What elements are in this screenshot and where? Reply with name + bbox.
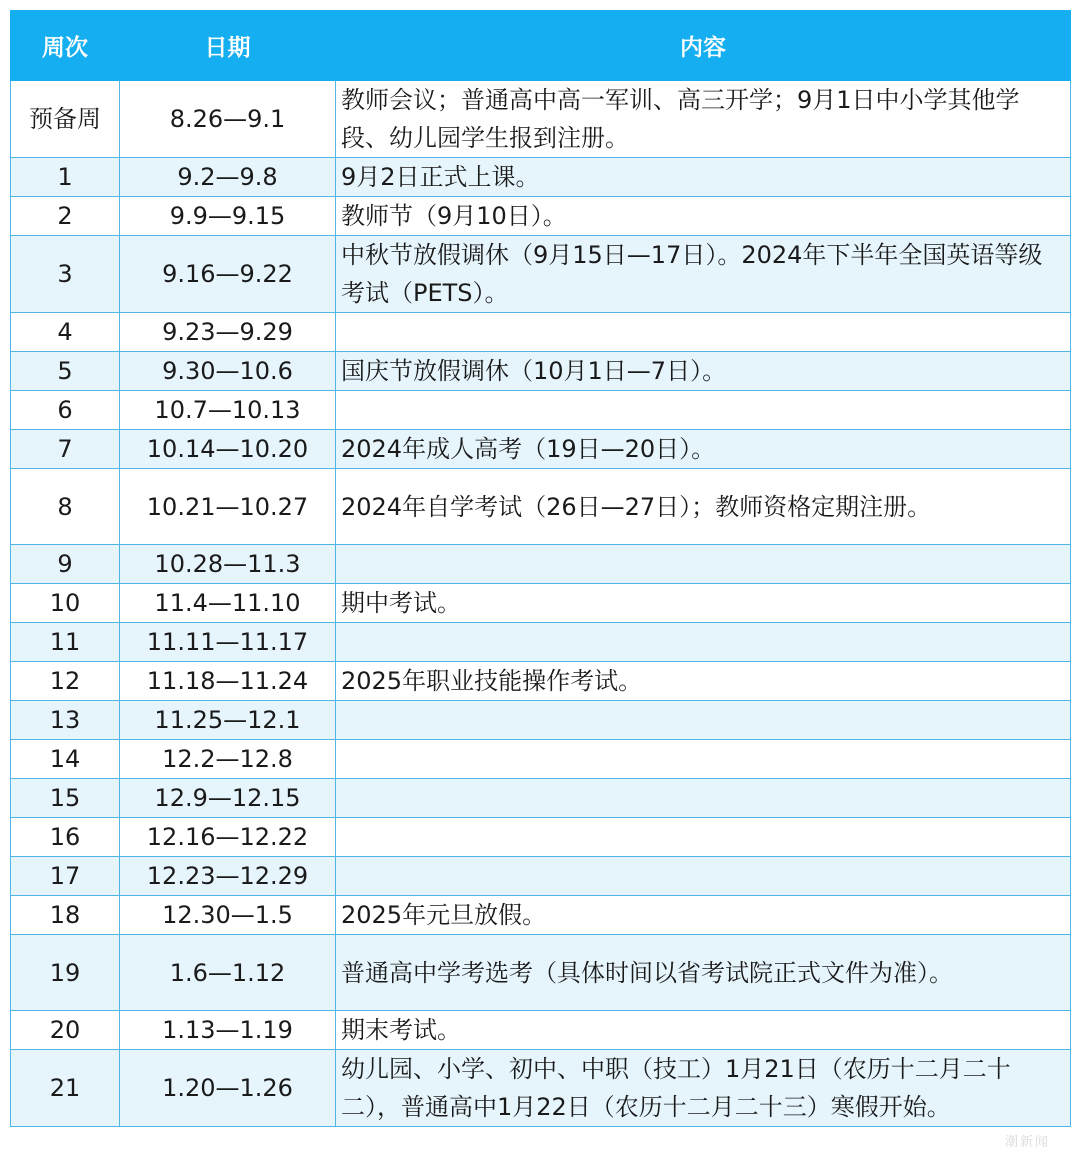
content-cell: 期末考试。 — [336, 1011, 1071, 1050]
school-calendar-table — [10, 10, 1071, 1127]
date-cell: 1.20—1.26 — [120, 1050, 336, 1127]
week-cell: 5 — [11, 352, 120, 391]
date-cell: 12.2—12.8 — [120, 740, 336, 779]
table-row — [11, 935, 1071, 1011]
week-cell: 14 — [11, 740, 120, 779]
header-date: 日期 — [120, 11, 336, 81]
date-cell: 9.30—10.6 — [120, 352, 336, 391]
content-cell — [336, 818, 1071, 857]
date-cell: 9.9—9.15 — [120, 197, 336, 236]
table-header — [11, 11, 1071, 81]
table-row — [11, 197, 1071, 236]
table-row — [11, 779, 1071, 818]
date-cell: 10.28—11.3 — [120, 545, 336, 584]
content-cell: 普通高中学考选考（具体时间以省考试院正式文件为准）。 — [336, 935, 1071, 1011]
table-row — [11, 584, 1071, 623]
header-week: 周次 — [11, 11, 120, 81]
content-cell: 幼儿园、小学、初中、中职（技工）1月21日（农历十二月二十二），普通高中1月22日（农历十二月二十三）寒假开始。 — [336, 1050, 1071, 1127]
content-cell: 2024年成人高考（19日—20日）。 — [336, 430, 1071, 469]
week-cell: 16 — [11, 818, 120, 857]
content-cell — [336, 391, 1071, 430]
week-cell: 9 — [11, 545, 120, 584]
date-cell: 12.23—12.29 — [120, 857, 336, 896]
table-row — [11, 158, 1071, 197]
content-cell: 教师节（9月10日）。 — [336, 197, 1071, 236]
content-cell: 期中考试。 — [336, 584, 1071, 623]
table-row — [11, 391, 1071, 430]
week-cell: 1 — [11, 158, 120, 197]
content-cell — [336, 701, 1071, 740]
table-row — [11, 81, 1071, 158]
week-cell: 12 — [11, 662, 120, 701]
week-cell: 7 — [11, 430, 120, 469]
date-cell: 11.4—11.10 — [120, 584, 336, 623]
week-cell: 2 — [11, 197, 120, 236]
date-cell: 11.11—11.17 — [120, 623, 336, 662]
date-cell: 12.16—12.22 — [120, 818, 336, 857]
content-cell — [336, 313, 1071, 352]
content-cell — [336, 740, 1071, 779]
date-cell: 8.26—9.1 — [120, 81, 336, 158]
week-cell: 13 — [11, 701, 120, 740]
schedule-frame — [10, 10, 1070, 1127]
date-cell: 11.18—11.24 — [120, 662, 336, 701]
table-row — [11, 469, 1071, 545]
date-cell: 10.14—10.20 — [120, 430, 336, 469]
table-row — [11, 352, 1071, 391]
date-cell: 12.9—12.15 — [120, 779, 336, 818]
table-row — [11, 896, 1071, 935]
date-cell: 12.30—1.5 — [120, 896, 336, 935]
header-content: 内容 — [336, 11, 1071, 81]
week-cell: 15 — [11, 779, 120, 818]
week-cell: 21 — [11, 1050, 120, 1127]
date-cell: 9.16—9.22 — [120, 236, 336, 313]
week-cell: 19 — [11, 935, 120, 1011]
table-row — [11, 236, 1071, 313]
week-cell: 20 — [11, 1011, 120, 1050]
content-cell — [336, 779, 1071, 818]
content-cell: 2024年自学考试（26日—27日）；教师资格定期注册。 — [336, 469, 1071, 545]
table-row — [11, 701, 1071, 740]
table-row — [11, 1011, 1071, 1050]
table-row — [11, 818, 1071, 857]
content-cell — [336, 545, 1071, 584]
content-cell: 国庆节放假调休（10月1日—7日）。 — [336, 352, 1071, 391]
week-cell: 18 — [11, 896, 120, 935]
date-cell: 10.21—10.27 — [120, 469, 336, 545]
content-cell: 中秋节放假调休（9月15日—17日）。2024年下半年全国英语等级考试（PETS）。 — [336, 236, 1071, 313]
table-row — [11, 1050, 1071, 1127]
content-cell — [336, 857, 1071, 896]
date-cell: 9.2—9.8 — [120, 158, 336, 197]
week-cell: 17 — [11, 857, 120, 896]
content-cell — [336, 623, 1071, 662]
week-cell: 6 — [11, 391, 120, 430]
content-cell: 2025年元旦放假。 — [336, 896, 1071, 935]
date-cell: 11.25—12.1 — [120, 701, 336, 740]
date-cell: 10.7—10.13 — [120, 391, 336, 430]
table-row — [11, 662, 1071, 701]
week-cell: 11 — [11, 623, 120, 662]
week-cell: 预备周 — [11, 81, 120, 158]
content-cell: 2025年职业技能操作考试。 — [336, 662, 1071, 701]
content-cell: 教师会议；普通高中高一军训、高三开学；9月1日中小学其他学段、幼儿园学生报到注册。 — [336, 81, 1071, 158]
date-cell: 9.23—9.29 — [120, 313, 336, 352]
table-row — [11, 545, 1071, 584]
table-row — [11, 740, 1071, 779]
watermark: 潮新闻 — [1004, 1135, 1050, 1150]
table-row — [11, 313, 1071, 352]
table-body — [11, 81, 1071, 1127]
week-cell: 8 — [11, 469, 120, 545]
week-cell: 3 — [11, 236, 120, 313]
table-row — [11, 623, 1071, 662]
week-cell: 4 — [11, 313, 120, 352]
table-row — [11, 430, 1071, 469]
date-cell: 1.6—1.12 — [120, 935, 336, 1011]
content-cell: 9月2日正式上课。 — [336, 158, 1071, 197]
week-cell: 10 — [11, 584, 120, 623]
table-row — [11, 857, 1071, 896]
date-cell: 1.13—1.19 — [120, 1011, 336, 1050]
